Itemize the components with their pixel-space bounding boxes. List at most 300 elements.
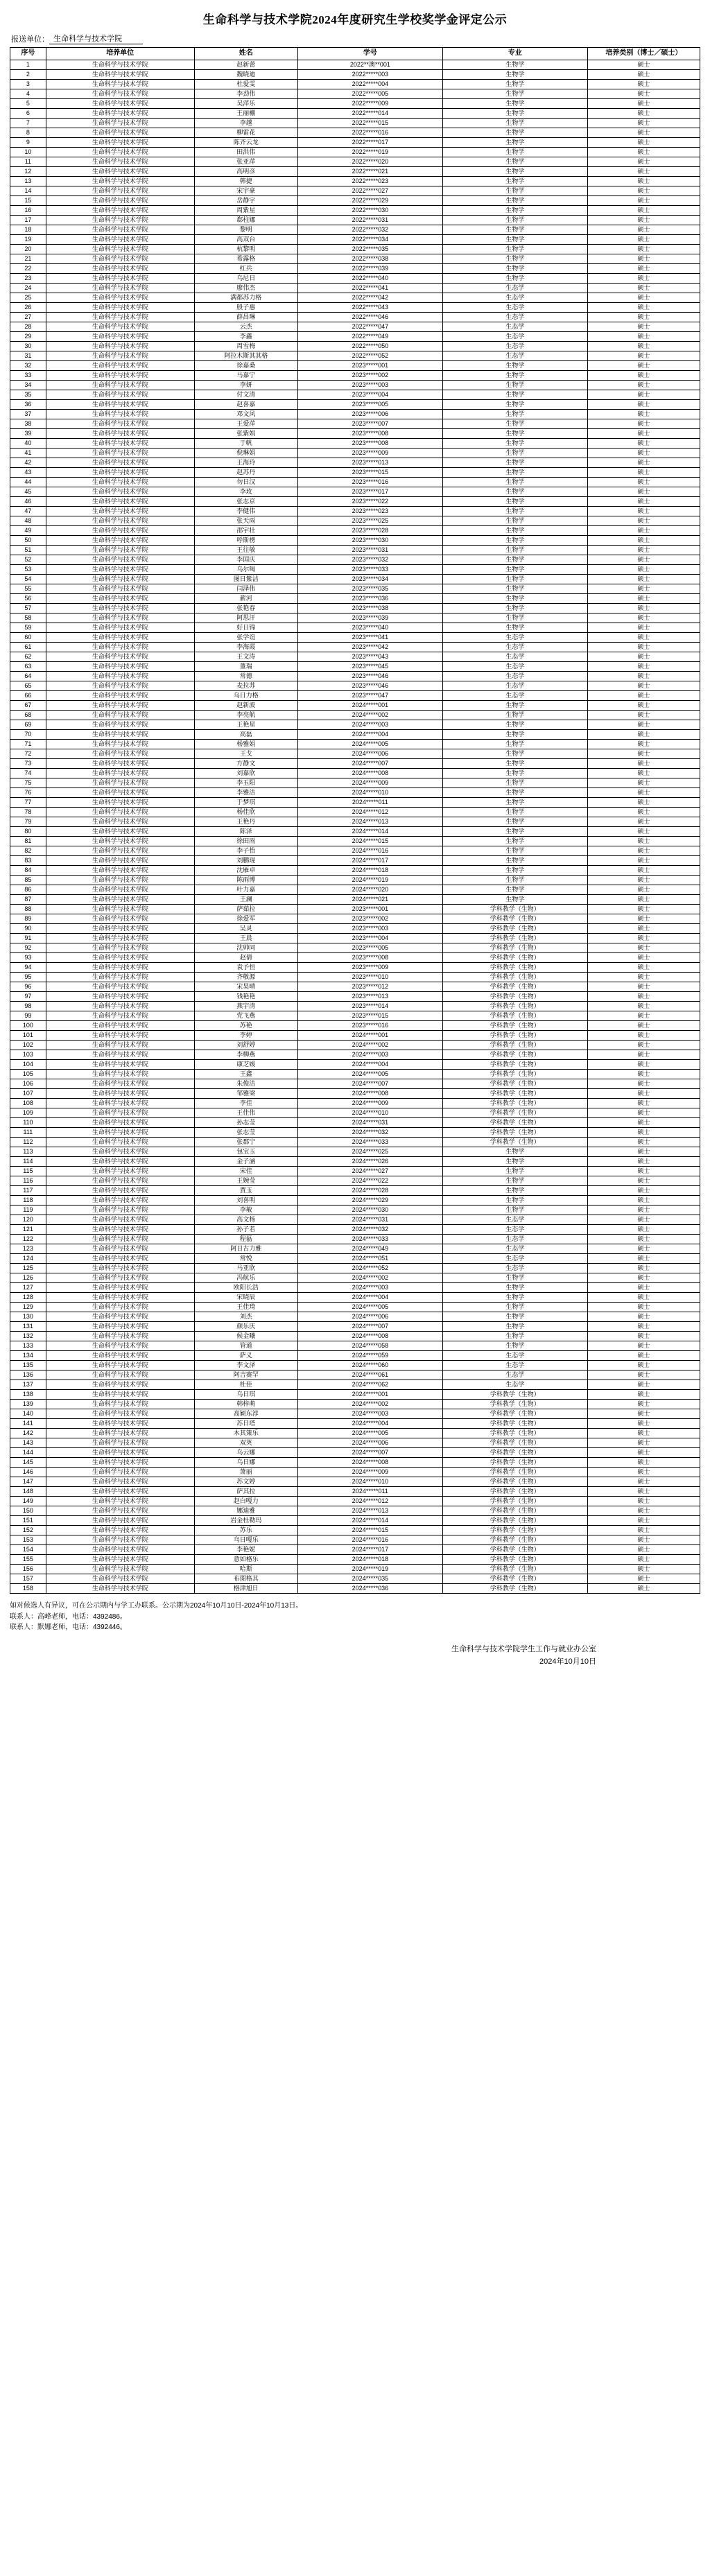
- cell-type: 硕士: [587, 1031, 700, 1041]
- cell-student-id: 2023*****008: [297, 439, 442, 449]
- cell-name: 王佳琦: [194, 1303, 297, 1312]
- cell-name: 李佳: [194, 1099, 297, 1108]
- cell-index: 125: [10, 1264, 46, 1273]
- cell-unit: 生命科学与技术学院: [46, 1303, 194, 1312]
- cell-student-id: 2024*****026: [297, 1157, 442, 1167]
- cell-type: 硕士: [587, 245, 700, 254]
- cell-student-id: 2024*****052: [297, 1264, 442, 1273]
- table-row: [10, 604, 700, 613]
- cell-index: 119: [10, 1206, 46, 1215]
- cell-unit: 生命科学与技术学院: [46, 497, 194, 507]
- cell-index: 88: [10, 905, 46, 914]
- cell-student-id: 2024*****005: [297, 1070, 442, 1079]
- cell-student-id: 2024*****011: [297, 798, 442, 808]
- cell-name: 乌日娜: [194, 1458, 297, 1468]
- cell-major: 生物学: [442, 613, 587, 623]
- cell-index: 104: [10, 1060, 46, 1070]
- cell-index: 79: [10, 817, 46, 827]
- cell-type: 硕士: [587, 1584, 700, 1594]
- cell-index: 81: [10, 837, 46, 846]
- cell-type: 硕士: [587, 274, 700, 284]
- cell-unit: 生命科学与技术学院: [46, 1565, 194, 1574]
- cell-major: 生态学: [442, 672, 587, 681]
- cell-type: 硕士: [587, 837, 700, 846]
- table-row: [10, 1099, 700, 1108]
- table-row: [10, 1225, 700, 1235]
- table-row: [10, 245, 700, 254]
- table-row: [10, 274, 700, 284]
- cell-student-id: 2024*****007: [297, 1322, 442, 1332]
- cell-name: 李健伟: [194, 507, 297, 516]
- cell-index: 5: [10, 99, 46, 109]
- cell-unit: 生命科学与技术学院: [46, 80, 194, 89]
- cell-name: 金子涵: [194, 1157, 297, 1167]
- cell-unit: 生命科学与技术学院: [46, 817, 194, 827]
- cell-major: 生物学: [442, 186, 587, 196]
- page-title: 生命科学与技术学院2024年度研究生学校奖学金评定公示: [202, 13, 508, 26]
- cell-unit: 生命科学与技术学院: [46, 1264, 194, 1273]
- table-row: [10, 1526, 700, 1535]
- cell-index: 75: [10, 778, 46, 788]
- cell-student-id: 2023*****012: [297, 982, 442, 992]
- cell-type: 硕士: [587, 982, 700, 992]
- table-row: [10, 225, 700, 235]
- submit-unit-label: 报送单位：: [11, 35, 49, 44]
- cell-type: 硕士: [587, 371, 700, 381]
- cell-index: 90: [10, 924, 46, 934]
- cell-type: 硕士: [587, 313, 700, 322]
- cell-student-id: 2022*****003: [297, 70, 442, 80]
- table-row: [10, 235, 700, 245]
- cell-type: 硕士: [587, 788, 700, 798]
- cell-index: 74: [10, 769, 46, 778]
- cell-unit: 生命科学与技术学院: [46, 1390, 194, 1400]
- signature-org: 生命科学与技术学院学生工作与就业办公室: [451, 1644, 596, 1653]
- cell-name: 廖伟杰: [194, 284, 297, 293]
- cell-type: 硕士: [587, 1332, 700, 1341]
- cell-major: 生物学: [442, 157, 587, 167]
- cell-name: 常德: [194, 672, 297, 681]
- table-row: [10, 1206, 700, 1215]
- cell-name: 张紫娟: [194, 429, 297, 439]
- cell-type: 硕士: [587, 1002, 700, 1011]
- th-student-id: 学号: [297, 48, 442, 60]
- cell-major: 学科教学（生物）: [442, 1574, 587, 1584]
- cell-major: 学科教学（生物）: [442, 1429, 587, 1438]
- cell-index: 127: [10, 1283, 46, 1293]
- cell-name: 乌云娜: [194, 1448, 297, 1458]
- cell-index: 13: [10, 177, 46, 186]
- cell-type: 硕士: [587, 1011, 700, 1021]
- cell-student-id: 2024*****013: [297, 817, 442, 827]
- cell-major: 生物学: [442, 254, 587, 264]
- cell-name: 赵喜嘉: [194, 400, 297, 410]
- cell-student-id: 2022*****030: [297, 206, 442, 216]
- cell-student-id: 2024*****033: [297, 1138, 442, 1147]
- cell-student-id: 2024*****019: [297, 1565, 442, 1574]
- cell-index: 43: [10, 468, 46, 478]
- cell-unit: 生命科学与技术学院: [46, 1099, 194, 1108]
- cell-index: 155: [10, 1555, 46, 1565]
- table-row: [10, 1176, 700, 1186]
- cell-index: 98: [10, 1002, 46, 1011]
- cell-student-id: 2022*****040: [297, 274, 442, 284]
- cell-student-id: 2023*****046: [297, 672, 442, 681]
- cell-type: 硕士: [587, 1060, 700, 1070]
- cell-major: 生物学: [442, 827, 587, 837]
- cell-unit: 生命科学与技术学院: [46, 769, 194, 778]
- cell-unit: 生命科学与技术学院: [46, 1244, 194, 1254]
- cell-type: 硕士: [587, 1497, 700, 1506]
- cell-type: 硕士: [587, 934, 700, 943]
- cell-unit: 生命科学与技术学院: [46, 546, 194, 555]
- cell-student-id: 2023*****002: [297, 371, 442, 381]
- cell-index: 55: [10, 584, 46, 594]
- cell-unit: 生命科学与技术学院: [46, 798, 194, 808]
- cell-unit: 生命科学与技术学院: [46, 1584, 194, 1594]
- cell-name: 王佳伟: [194, 1108, 297, 1118]
- cell-name: 沈帅同: [194, 943, 297, 953]
- cell-student-id: 2022*****041: [297, 284, 442, 293]
- table-row: [10, 1458, 700, 1468]
- cell-name: 图日紫洁: [194, 575, 297, 584]
- cell-name: 双英: [194, 1438, 297, 1448]
- cell-unit: 生命科学与技术学院: [46, 885, 194, 895]
- table-row: [10, 400, 700, 410]
- cell-student-id: 2024*****005: [297, 1303, 442, 1312]
- cell-type: 硕士: [587, 1448, 700, 1458]
- cell-type: 硕士: [587, 1555, 700, 1565]
- cell-index: 87: [10, 895, 46, 905]
- cell-type: 硕士: [587, 1526, 700, 1535]
- table-row: [10, 769, 700, 778]
- cell-unit: 生命科学与技术学院: [46, 1448, 194, 1458]
- cell-index: 131: [10, 1322, 46, 1332]
- cell-name: 候金曦: [194, 1332, 297, 1341]
- table-row: [10, 827, 700, 837]
- cell-index: 11: [10, 157, 46, 167]
- cell-major: 生物学: [442, 264, 587, 274]
- cell-index: 59: [10, 623, 46, 633]
- cell-unit: 生命科学与技术学院: [46, 361, 194, 371]
- table-row: [10, 458, 700, 468]
- cell-name: 康芝媛: [194, 1060, 297, 1070]
- table-row: [10, 371, 700, 381]
- cell-student-id: 2023*****003: [297, 924, 442, 934]
- cell-student-id: 2024*****031: [297, 1215, 442, 1225]
- cell-unit: 生命科学与技术学院: [46, 439, 194, 449]
- cell-type: 硕士: [587, 410, 700, 419]
- cell-type: 硕士: [587, 827, 700, 837]
- cell-type: 硕士: [587, 846, 700, 856]
- cell-type: 硕士: [587, 1206, 700, 1215]
- cell-name: 岳静宇: [194, 196, 297, 206]
- cell-name: 李敏: [194, 1206, 297, 1215]
- cell-name: 王鑫: [194, 1070, 297, 1079]
- cell-type: 硕士: [587, 342, 700, 351]
- table-row: [10, 1167, 700, 1176]
- cell-unit: 生命科学与技术学院: [46, 1370, 194, 1380]
- cell-unit: 生命科学与技术学院: [46, 730, 194, 740]
- cell-type: 硕士: [587, 1021, 700, 1031]
- cell-student-id: 2023*****015: [297, 468, 442, 478]
- cell-name: 陈泽: [194, 827, 297, 837]
- cell-index: 3: [10, 80, 46, 89]
- cell-major: 生态学: [442, 1225, 587, 1235]
- cell-major: 生物学: [442, 429, 587, 439]
- cell-type: 硕士: [587, 681, 700, 691]
- cell-index: 1: [10, 60, 46, 70]
- cell-unit: 生命科学与技术学院: [46, 60, 194, 70]
- table-row: [10, 1186, 700, 1196]
- table-row: [10, 390, 700, 400]
- cell-unit: 生命科学与技术学院: [46, 206, 194, 216]
- cell-type: 硕士: [587, 1041, 700, 1050]
- table-row: [10, 623, 700, 633]
- cell-unit: 生命科学与技术学院: [46, 876, 194, 885]
- table-row: [10, 1400, 700, 1409]
- table-row: [10, 701, 700, 711]
- cell-index: 140: [10, 1409, 46, 1419]
- cell-major: 生物学: [442, 1147, 587, 1157]
- table-row: [10, 905, 700, 914]
- cell-type: 硕士: [587, 1506, 700, 1516]
- cell-name: 李玉阳: [194, 778, 297, 788]
- cell-name: 李雅洁: [194, 788, 297, 798]
- cell-unit: 生命科学与技术学院: [46, 1235, 194, 1244]
- table-row: [10, 652, 700, 662]
- cell-major: 生物学: [442, 594, 587, 604]
- cell-unit: 生命科学与技术学院: [46, 1293, 194, 1303]
- cell-major: 生物学: [442, 381, 587, 390]
- table-row: [10, 332, 700, 342]
- cell-index: 62: [10, 652, 46, 662]
- table-row: [10, 720, 700, 730]
- cell-student-id: 2023*****013: [297, 992, 442, 1002]
- cell-unit: 生命科学与技术学院: [46, 235, 194, 245]
- cell-major: 生物学: [442, 1293, 587, 1303]
- cell-type: 硕士: [587, 177, 700, 186]
- cell-major: 学科教学（生物）: [442, 1089, 587, 1099]
- cell-major: 生态学: [442, 1351, 587, 1361]
- cell-student-id: 2024*****009: [297, 778, 442, 788]
- cell-type: 硕士: [587, 1409, 700, 1419]
- cell-major: 生物学: [442, 1312, 587, 1322]
- cell-index: 96: [10, 982, 46, 992]
- cell-student-id: 2024*****002: [297, 1041, 442, 1050]
- table-row: [10, 643, 700, 652]
- cell-index: 39: [10, 429, 46, 439]
- scholarship-table: [10, 47, 700, 1594]
- cell-type: 硕士: [587, 914, 700, 924]
- cell-student-id: 2024*****014: [297, 827, 442, 837]
- cell-type: 硕士: [587, 70, 700, 80]
- cell-unit: 生命科学与技术学院: [46, 652, 194, 662]
- cell-student-id: 2022**澳**001: [297, 60, 442, 70]
- cell-type: 硕士: [587, 1196, 700, 1206]
- cell-name: 徐爱军: [194, 914, 297, 924]
- cell-student-id: 2024*****021: [297, 895, 442, 905]
- table-header-row: [10, 48, 700, 60]
- table-row: [10, 730, 700, 740]
- cell-student-id: 2024*****036: [297, 1584, 442, 1594]
- cell-index: 41: [10, 449, 46, 458]
- cell-unit: 生命科学与技术学院: [46, 89, 194, 99]
- cell-type: 硕士: [587, 1516, 700, 1526]
- cell-major: 学科教学（生物）: [442, 1079, 587, 1089]
- cell-name: 赵倩: [194, 953, 297, 963]
- cell-student-id: 2022*****031: [297, 216, 442, 225]
- cell-type: 硕士: [587, 507, 700, 516]
- cell-major: 生物学: [442, 788, 587, 798]
- cell-major: 生物学: [442, 390, 587, 400]
- table-row: [10, 177, 700, 186]
- table-row: [10, 1448, 700, 1458]
- cell-unit: 生命科学与技术学院: [46, 1002, 194, 1011]
- cell-type: 硕士: [587, 157, 700, 167]
- cell-major: 生物学: [442, 1176, 587, 1186]
- cell-major: 学科教学（生物）: [442, 1477, 587, 1487]
- cell-type: 硕士: [587, 351, 700, 361]
- cell-major: 学科教学（生物）: [442, 1487, 587, 1497]
- cell-index: 16: [10, 206, 46, 216]
- cell-major: 生物学: [442, 128, 587, 138]
- cell-name: 张学谊: [194, 633, 297, 643]
- cell-type: 硕士: [587, 1108, 700, 1118]
- cell-major: 学科教学（生物）: [442, 1448, 587, 1458]
- cell-index: 35: [10, 390, 46, 400]
- cell-index: 151: [10, 1516, 46, 1526]
- cell-major: 生物学: [442, 798, 587, 808]
- cell-major: 生物学: [442, 876, 587, 885]
- cell-unit: 生命科学与技术学院: [46, 1147, 194, 1157]
- table-row: [10, 914, 700, 924]
- cell-name: 格津旭日: [194, 1584, 297, 1594]
- cell-student-id: 2022*****035: [297, 245, 442, 254]
- cell-name: 云杰: [194, 322, 297, 332]
- table-row: [10, 740, 700, 749]
- cell-name: 麦拉苏: [194, 681, 297, 691]
- table-row: [10, 1390, 700, 1400]
- cell-unit: 生命科学与技术学院: [46, 245, 194, 254]
- cell-type: 硕士: [587, 1535, 700, 1545]
- cell-unit: 生命科学与技术学院: [46, 1555, 194, 1565]
- cell-type: 硕士: [587, 468, 700, 478]
- cell-student-id: 2022*****023: [297, 177, 442, 186]
- cell-name: 高明彦: [194, 167, 297, 177]
- cell-major: 生物学: [442, 60, 587, 70]
- cell-name: 叶力嘉: [194, 885, 297, 895]
- cell-type: 硕士: [587, 885, 700, 895]
- cell-major: 生物学: [442, 720, 587, 730]
- cell-name: 布图格其: [194, 1574, 297, 1584]
- cell-type: 硕士: [587, 817, 700, 827]
- cell-unit: 生命科学与技术学院: [46, 478, 194, 487]
- cell-index: 154: [10, 1545, 46, 1555]
- cell-index: 142: [10, 1429, 46, 1438]
- cell-name: 阿吉赛罕: [194, 1370, 297, 1380]
- cell-student-id: 2024*****006: [297, 1438, 442, 1448]
- table-row: [10, 759, 700, 769]
- cell-unit: 生命科学与技术学院: [46, 720, 194, 730]
- cell-index: 54: [10, 575, 46, 584]
- cell-index: 57: [10, 604, 46, 613]
- cell-type: 硕士: [587, 943, 700, 953]
- cell-student-id: 2023*****040: [297, 623, 442, 633]
- cell-major: 生物学: [442, 604, 587, 613]
- submit-unit-row: [11, 33, 700, 44]
- cell-unit: 生命科学与技术学院: [46, 1497, 194, 1506]
- cell-index: 15: [10, 196, 46, 206]
- cell-unit: 生命科学与技术学院: [46, 507, 194, 516]
- cell-name: 乌尼日: [194, 274, 297, 284]
- cell-name: 张亚萍: [194, 157, 297, 167]
- cell-major: 学科教学（生物）: [442, 1041, 587, 1050]
- cell-name: 张郡宁: [194, 1138, 297, 1147]
- cell-student-id: 2023*****028: [297, 526, 442, 536]
- cell-student-id: 2022*****016: [297, 128, 442, 138]
- cell-major: 生物学: [442, 526, 587, 536]
- cell-index: 29: [10, 332, 46, 342]
- cell-type: 硕士: [587, 109, 700, 119]
- cell-student-id: 2024*****025: [297, 1147, 442, 1157]
- cell-index: 65: [10, 681, 46, 691]
- cell-major: 生物学: [442, 856, 587, 866]
- table-row: [10, 138, 700, 148]
- signature-block: [10, 1643, 700, 1669]
- cell-type: 硕士: [587, 1390, 700, 1400]
- cell-student-id: 2024*****005: [297, 1429, 442, 1438]
- cell-name: 王婉莹: [194, 1176, 297, 1186]
- cell-index: 99: [10, 1011, 46, 1021]
- cell-unit: 生命科学与技术学院: [46, 1380, 194, 1390]
- cell-student-id: 2024*****010: [297, 788, 442, 798]
- cell-unit: 生命科学与技术学院: [46, 177, 194, 186]
- table-row: [10, 1108, 700, 1118]
- table-row: [10, 1555, 700, 1565]
- table-row: [10, 1419, 700, 1429]
- cell-unit: 生命科学与技术学院: [46, 429, 194, 439]
- cell-major: 学科教学（生物）: [442, 1060, 587, 1070]
- cell-unit: 生命科学与技术学院: [46, 167, 194, 177]
- cell-type: 硕士: [587, 167, 700, 177]
- cell-index: 71: [10, 740, 46, 749]
- cell-name: 程磊: [194, 1235, 297, 1244]
- cell-unit: 生命科学与技术学院: [46, 1545, 194, 1555]
- cell-type: 硕士: [587, 924, 700, 934]
- cell-index: 156: [10, 1565, 46, 1574]
- cell-name: 李玫: [194, 487, 297, 497]
- cell-major: 学科教学（生物）: [442, 1526, 587, 1535]
- cell-name: 阿日古力雅: [194, 1244, 297, 1254]
- cell-unit: 生命科学与技术学院: [46, 419, 194, 429]
- cell-name: 徐田雨: [194, 837, 297, 846]
- signature-date: 2024年10月10日: [539, 1657, 596, 1666]
- cell-student-id: 2022*****014: [297, 109, 442, 119]
- cell-name: 黎明: [194, 225, 297, 235]
- cell-name: 刘舒婷: [194, 1041, 297, 1050]
- cell-unit: 生命科学与技术学院: [46, 138, 194, 148]
- cell-student-id: 2022*****042: [297, 293, 442, 303]
- cell-name: 李文泽: [194, 1361, 297, 1370]
- cell-student-id: 2024*****006: [297, 749, 442, 759]
- cell-index: 111: [10, 1128, 46, 1138]
- cell-type: 硕士: [587, 478, 700, 487]
- cell-major: 生物学: [442, 419, 587, 429]
- cell-index: 84: [10, 866, 46, 876]
- cell-unit: 生命科学与技术学院: [46, 342, 194, 351]
- cell-unit: 生命科学与技术学院: [46, 322, 194, 332]
